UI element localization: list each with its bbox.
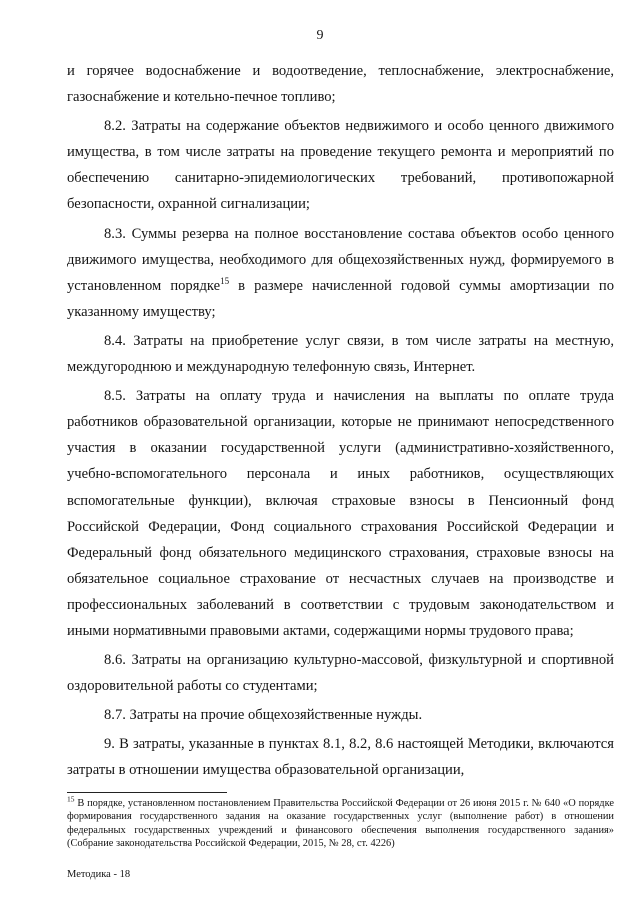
footnote-divider xyxy=(67,792,227,793)
footnote-mark: 15 xyxy=(67,794,75,804)
paragraph-8-3-text-before: 8.3. Суммы резерва на полное восстановление состава объектов особо ценного движимого имущества, необходимого для общехозяйственных нужд, формируемого в установленном порядке xyxy=(67,225,614,294)
document-body xyxy=(67,58,614,784)
footnote-text: В порядке, установленном постановлением Правительства Российской Федерации от 26 июня 2015 г. № 640 «О порядке формирования государственного задания на оказание государственных услуг (выполнение работ) в отношении федеральных государственных учреждений и финансового обеспечения выполнения государственного задания» (Собрание законодательства Российской Федерации, 2015, № 28, ст. 4226) xyxy=(67,798,614,849)
footer-label: Методика - 18 xyxy=(67,869,131,880)
paragraph-8-3 xyxy=(67,221,614,325)
footnote-reference: 15 xyxy=(220,275,230,286)
footnote xyxy=(67,794,614,850)
paragraph-8-4: 8.4. Затраты на приобретение услуг связи, в том числе затраты на местную, междугороднюю и международную телефонную связь, Интернет. xyxy=(67,332,614,376)
paragraph-8-6: 8.6. Затраты на организацию культурно-массовой, физкультурной и спортивной оздоровительной работы со студентами; xyxy=(67,652,614,695)
page-number: 9 xyxy=(316,28,324,43)
paragraph-8-7: 8.7. Затраты на прочие общехозяйственные нужды. xyxy=(104,707,423,724)
paragraph-8-5: 8.5. Затраты на оплату труда и начисления на выплаты по оплате труда работников образовательной организации, которые не принимают непосредственного участия в оказании государственной услуги (административно-хозяйственного, учебно-вспомогательного персонала и иных работников, осуществляющих вспомогательные функции), включая страховые взносы в Пенсионный фонд Российской Федерации, Фонд социального страхования Российской Федерации и Федеральный фонд обязательного медицинского страхования, страховые взносы на обязательное социальное страхование от несчастных случаев на производстве и профессиональных заболеваний в соответствии с трудовым законодательством и иными нормативными правовыми актами, содержащими нормы трудового права; xyxy=(67,388,614,639)
paragraph-9: 9. В затраты, указанные в пунктах 8.1, 8.2, 8.6 настоящей Методики, включаются затраты в отношении имущества образовательной организации, xyxy=(67,736,614,779)
paragraph-8-2: 8.2. Затраты на содержание объектов недвижимого и особо ценного движимого имущества, в том числе затраты на проведение текущего ремонта и мероприятий по обеспечению санитарно-эпидемиологических требований, противопожарной безопасности, охранной сигнализации; xyxy=(67,118,614,213)
paragraph-continuation: и горячее водоснабжение и водоотведение, теплоснабжение, электроснабжение, газоснабжение и котельно-печное топливо; xyxy=(67,63,614,106)
paragraph-8-3-text-after: в размере начисленной годовой суммы амортизации по указанному имуществу; xyxy=(67,277,615,320)
